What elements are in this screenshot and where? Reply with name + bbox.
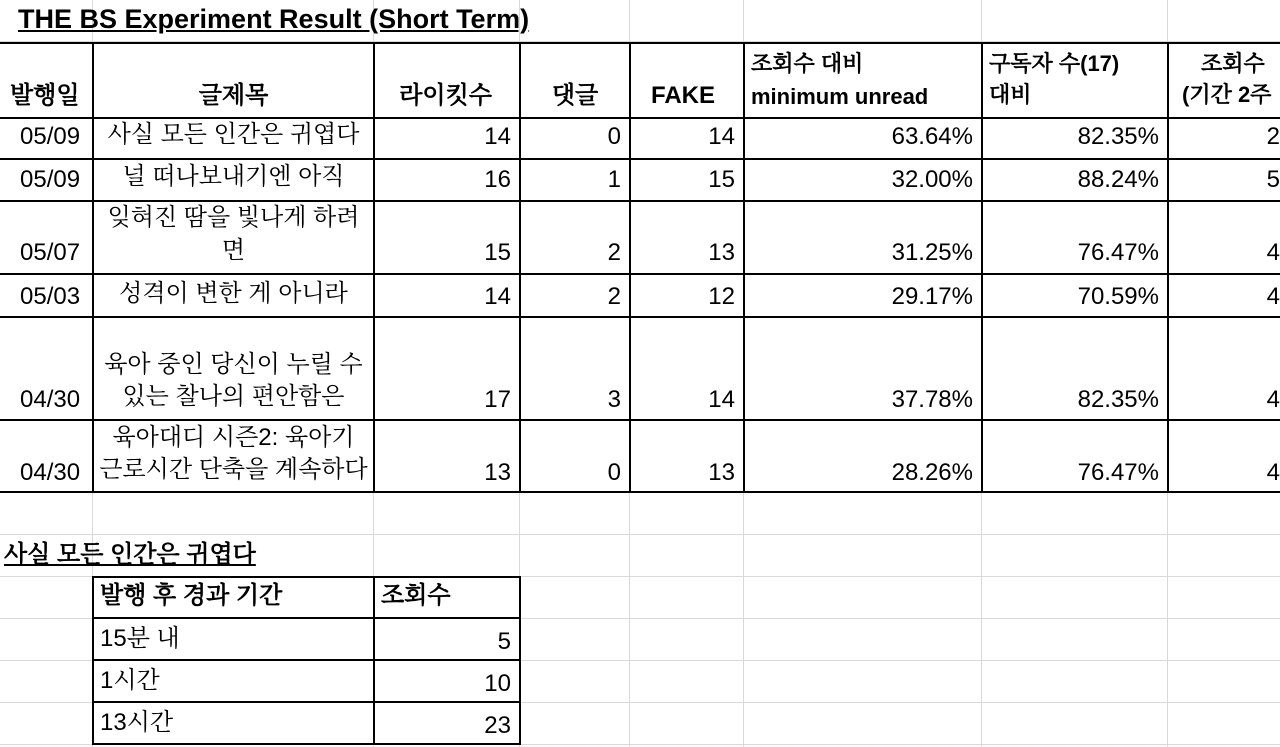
subsection-title[interactable]: 사실 모든 인간은 귀엽다 bbox=[4, 541, 256, 568]
table-cell-fake[interactable]: 13 bbox=[708, 459, 735, 486]
table-cell-comments[interactable]: 2 bbox=[607, 239, 621, 266]
table-border bbox=[0, 158, 1280, 160]
header-views-line2[interactable]: (기간 2주 bbox=[1182, 82, 1272, 107]
table-cell-subs[interactable]: 82.35% bbox=[1077, 386, 1159, 413]
table-cell-date[interactable]: 05/03 bbox=[20, 283, 81, 310]
table-cell-title-line1[interactable]: 잊혀진 땀을 빛나게 하려 bbox=[107, 204, 360, 231]
header-views-line1[interactable]: 조회수 bbox=[1201, 51, 1265, 76]
table-cell-comments[interactable]: 0 bbox=[607, 459, 621, 486]
subtable-cell-period[interactable]: 13시간 bbox=[100, 709, 174, 736]
table-cell-ratio[interactable]: 37.78% bbox=[891, 386, 973, 413]
table-border bbox=[0, 316, 1280, 318]
table-cell-likes[interactable]: 13 bbox=[484, 459, 511, 486]
table-border bbox=[0, 491, 1280, 493]
table-cell-ratio[interactable]: 28.26% bbox=[891, 459, 973, 486]
sheet-title[interactable]: THE BS Experiment Result (Short Term) bbox=[18, 4, 530, 34]
gridline bbox=[0, 534, 1280, 535]
header-comments[interactable]: 댓글 bbox=[551, 82, 599, 109]
table-cell-fake[interactable]: 14 bbox=[708, 123, 735, 150]
table-cell-fake[interactable]: 13 bbox=[708, 239, 735, 266]
table-cell-comments[interactable]: 3 bbox=[607, 386, 621, 413]
table-cell-comments[interactable]: 2 bbox=[607, 283, 621, 310]
table-cell-ratio[interactable]: 29.17% bbox=[891, 283, 973, 310]
table-cell-title[interactable]: 성격이 변한 게 아니라 bbox=[119, 280, 348, 307]
table-border bbox=[0, 419, 1280, 421]
table-cell-likes[interactable]: 14 bbox=[484, 283, 511, 310]
table-cell-views[interactable]: 4 bbox=[1266, 239, 1280, 266]
table-cell-subs[interactable]: 76.47% bbox=[1077, 459, 1159, 486]
table-cell-comments[interactable]: 0 bbox=[607, 123, 621, 150]
table-cell-likes[interactable]: 16 bbox=[484, 166, 511, 193]
subtable-cell-period[interactable]: 15분 내 bbox=[100, 625, 180, 652]
table-cell-ratio[interactable]: 31.25% bbox=[891, 239, 973, 266]
table-cell-ratio[interactable]: 32.00% bbox=[891, 166, 973, 193]
table-cell-date[interactable]: 04/30 bbox=[20, 459, 81, 486]
table-border bbox=[0, 200, 1280, 202]
table-cell-subs[interactable]: 82.35% bbox=[1077, 123, 1159, 150]
table-cell-title[interactable]: 사실 모든 인간은 귀엽다 bbox=[107, 121, 360, 148]
table-cell-views[interactable]: 4 bbox=[1266, 283, 1280, 310]
table-cell-date[interactable]: 05/09 bbox=[20, 123, 81, 150]
table-cell-date[interactable]: 05/09 bbox=[20, 166, 81, 193]
table-cell-views[interactable]: 4 bbox=[1266, 386, 1280, 413]
header-fake[interactable]: FAKE bbox=[651, 82, 716, 109]
table-cell-title[interactable]: 널 떠나보내기엔 아직 bbox=[122, 163, 345, 190]
table-cell-fake[interactable]: 12 bbox=[708, 283, 735, 310]
header-subs-line2[interactable]: 대비 bbox=[989, 82, 1032, 107]
table-cell-subs[interactable]: 76.47% bbox=[1077, 239, 1159, 266]
subtable-border bbox=[92, 659, 520, 661]
subtable-header-views[interactable]: 조회수 bbox=[381, 582, 451, 609]
header-subs-line1[interactable]: 구독자 수(17) bbox=[989, 51, 1120, 76]
table-border bbox=[0, 273, 1280, 275]
subtable-cell-views[interactable]: 23 bbox=[484, 712, 511, 739]
subtable-border bbox=[92, 743, 520, 745]
table-cell-views[interactable]: 5 bbox=[1266, 166, 1280, 193]
table-cell-views[interactable]: 2 bbox=[1266, 123, 1280, 150]
table-cell-likes[interactable]: 14 bbox=[484, 123, 511, 150]
table-cell-fake[interactable]: 15 bbox=[708, 166, 735, 193]
table-cell-subs[interactable]: 70.59% bbox=[1077, 283, 1159, 310]
header-title[interactable]: 글제목 bbox=[198, 82, 269, 109]
header-likes[interactable]: 라이킷수 bbox=[399, 82, 492, 109]
table-cell-date[interactable]: 04/30 bbox=[20, 386, 81, 413]
table-border bbox=[0, 42, 1280, 44]
subtable-cell-period[interactable]: 1시간 bbox=[100, 667, 160, 694]
subtable-border bbox=[92, 576, 94, 745]
table-cell-title-line2[interactable]: 근로시간 단축을 계속하다 bbox=[99, 456, 368, 483]
table-cell-subs[interactable]: 88.24% bbox=[1077, 166, 1159, 193]
table-cell-title-line2[interactable]: 면 bbox=[221, 237, 246, 264]
header-ratio-line1[interactable]: 조회수 대비 bbox=[751, 51, 864, 76]
header-ratio-line2[interactable]: minimum unread bbox=[751, 84, 929, 109]
subtable-border bbox=[92, 617, 520, 619]
table-cell-comments[interactable]: 1 bbox=[607, 166, 621, 193]
table-cell-fake[interactable]: 14 bbox=[708, 386, 735, 413]
subtable-border bbox=[519, 576, 521, 745]
subtable-cell-views[interactable]: 10 bbox=[484, 670, 511, 697]
header-date[interactable]: 발행일 bbox=[10, 82, 80, 109]
subtable-border bbox=[92, 701, 520, 703]
subtable-header-period[interactable]: 발행 후 경과 기간 bbox=[100, 582, 283, 609]
table-cell-date[interactable]: 05/07 bbox=[20, 239, 81, 266]
table-cell-likes[interactable]: 17 bbox=[484, 386, 511, 413]
subtable-cell-views[interactable]: 5 bbox=[497, 628, 511, 655]
table-cell-title-line2[interactable]: 있는 찰나의 편안함은 bbox=[122, 383, 345, 410]
table-cell-ratio[interactable]: 63.64% bbox=[891, 123, 973, 150]
table-border bbox=[0, 117, 1280, 119]
table-cell-title-line1[interactable]: 육아대디 시즌2: 육아기 bbox=[112, 424, 355, 451]
table-cell-title-line1[interactable]: 육아 중인 당신이 누릴 수 bbox=[104, 351, 363, 378]
subtable-border bbox=[92, 576, 520, 578]
table-cell-views[interactable]: 4 bbox=[1266, 459, 1280, 486]
table-cell-likes[interactable]: 15 bbox=[484, 239, 511, 266]
